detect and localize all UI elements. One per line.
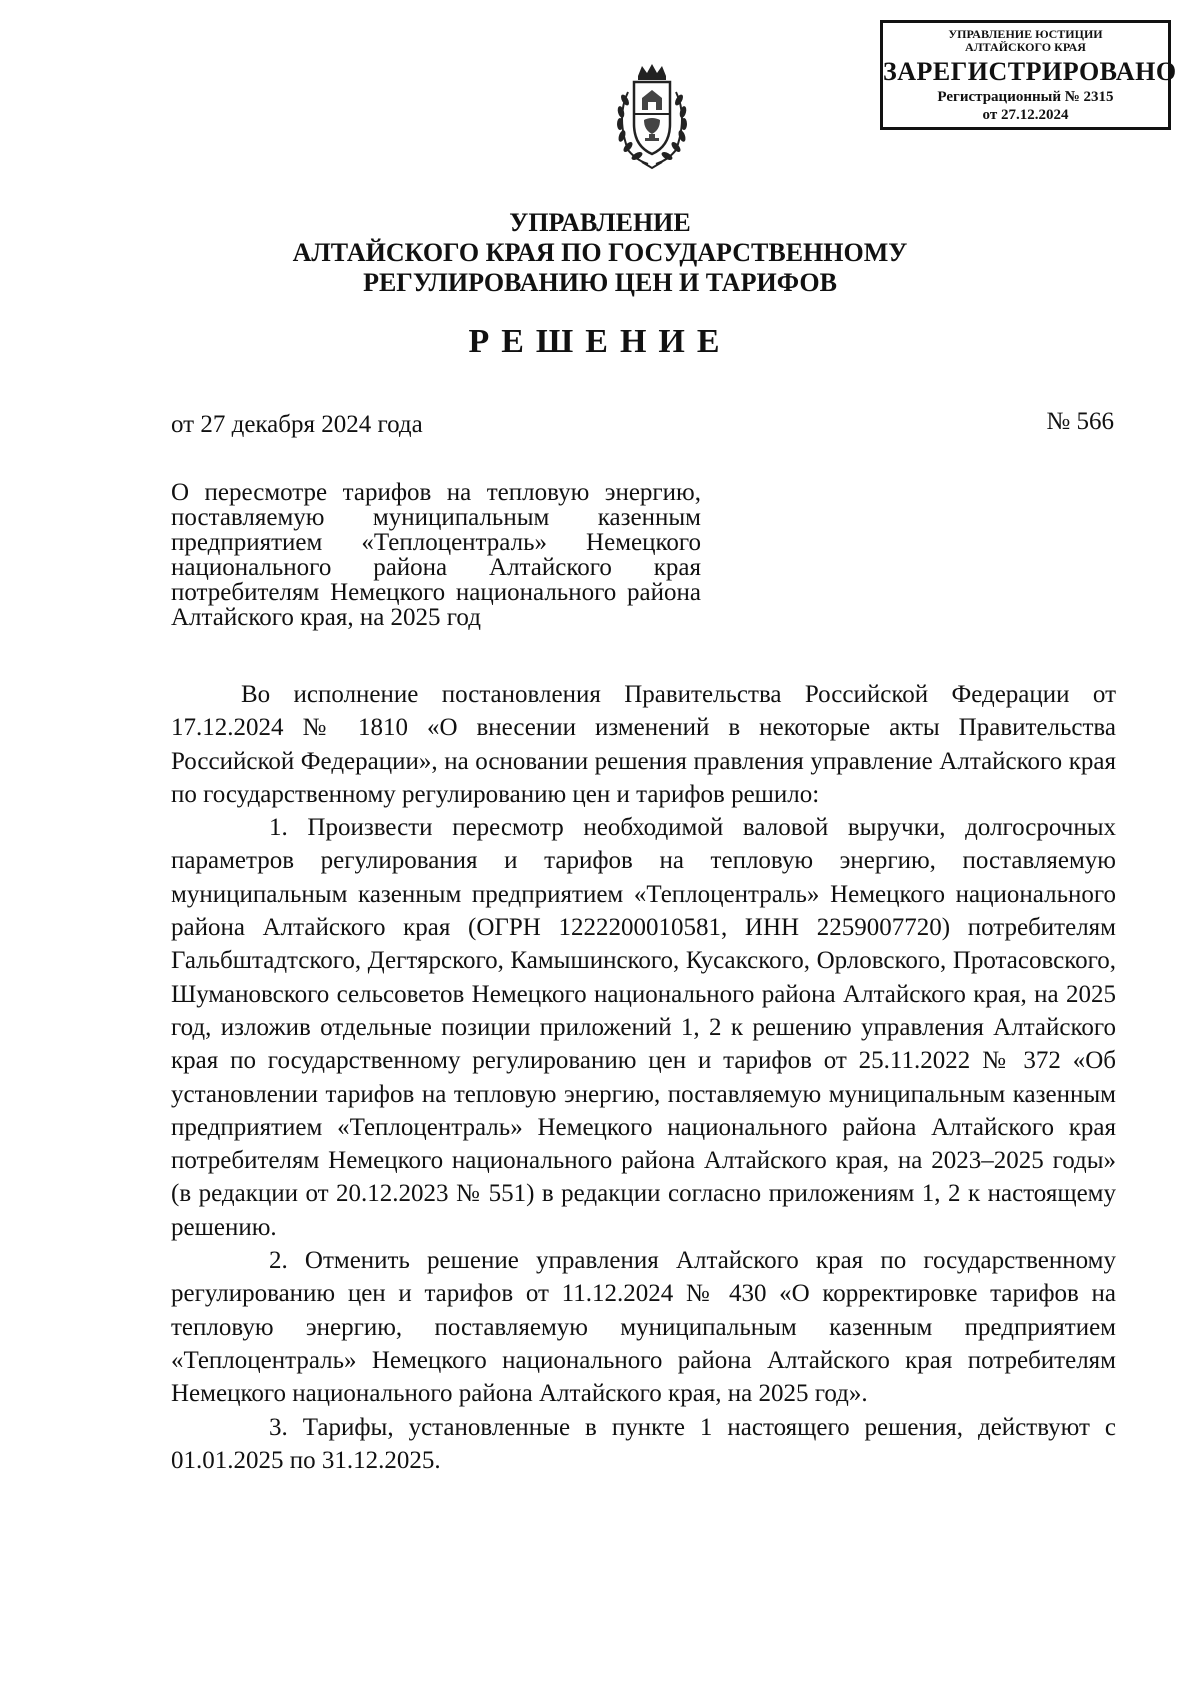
clause-1: 1. Произвести пересмотр необходимой валовой выручки, долгосрочных параметров регулирования и тарифов на тепловую энергию, поставляемую муниципальным казенным предприятием «Теплоцентраль» Немецкого национального района Алтайского края (ОГРН 1222200010581, ИНН 2259007720) потребителям Гальбштадтского, Дегтярского, Камышинского, Кусакского, Орловского, Протасовского, Шумановского сельсоветов Немецкого национального района Алтайского края, на 2025 год, изложив отдельные позиции приложений 1, 2 к решению управления Алтайского края по государственному регулированию цен и тарифов от 25.11.2022 № 372 «Об установлении тарифов на тепловую энергию, поставляемую муниципальным казенным предприятием «Теплоцентраль» Немецкого национального района Алтайского края потребителям Немецкого национального района Алтайского края, на 2023–2025 годы» (в редакции от 20.12.2023 № 551) в редакции согласно приложениям 1, 2 к настоящему решению. (171, 814, 1116, 1241)
document-type-title: РЕШЕНИЕ (468, 323, 732, 360)
decision-date: от 27 декабря 2024 года (171, 411, 423, 438)
decision-body (171, 678, 1116, 1477)
clause-3: 3. Тарифы, установленные в пункте 1 настоящего решения, действуют с 01.01.2025 по 31.12.2025. (171, 1413, 1116, 1474)
stamp-registration-date: от 27.12.2024 (982, 107, 1069, 123)
issuing-authority (0, 208, 1200, 298)
stamp-authority-line1: УПРАВЛЕНИЕ ЮСТИЦИИ (948, 27, 1103, 41)
coat-of-arms-icon (608, 62, 696, 172)
decision-number: № 566 (1046, 408, 1114, 435)
stamp-registered-label: ЗАРЕГИСТРИРОВАНО (883, 57, 1177, 86)
authority-line-1: УПРАВЛЕНИЕ (509, 208, 691, 237)
clause-2: 2. Отменить решение управления Алтайского края по государственному регулированию цен и тарифов от 11.12.2024 № 430 «О корректировке тарифов на тепловую энергию, поставляемую муниципальным казенным предприятием «Теплоцентраль» Немецкого национального района Алтайского края потребителям Немецкого национального района Алтайского края, на 2025 год». (171, 1247, 1116, 1408)
stamp-authority-line2: АЛТАЙСКОГО КРАЯ (965, 40, 1086, 54)
intro-paragraph: Во исполнение постановления Правительства Российской Федерации от 17.12.2024 № 1810 «О внесении изменений в некоторые акты Правительства Российской Федерации», на основании решения правления управление Алтайского края по государственному регулированию цен и тарифов решило: (171, 681, 1116, 808)
authority-line-3: РЕГУЛИРОВАНИЮ ЦЕН И ТАРИФОВ (363, 268, 837, 297)
authority-line-2: АЛТАЙСКОГО КРАЯ ПО ГОСУДАРСТВЕННОМУ (292, 238, 908, 267)
decision-subject: О пересмотре тарифов на тепловую энергию, поставляемую муниципальным казенным предприятием «Теплоцентраль» Немецкого национального района Алтайского края потребителям Немецкого национального района Алтайского края, на 2025 год (171, 479, 701, 631)
stamp-registration-number: Регистрационный № 2315 (937, 89, 1114, 105)
registration-stamp (880, 20, 1177, 130)
